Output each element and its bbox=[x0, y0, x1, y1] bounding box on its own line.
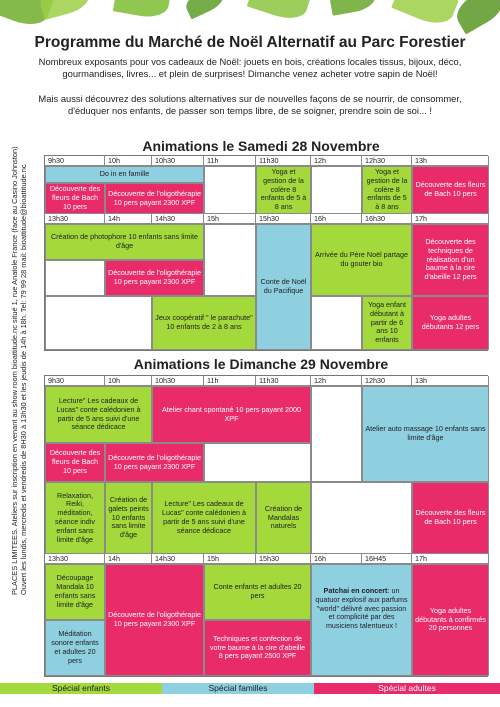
empty-slot bbox=[204, 224, 256, 296]
time-header: 16h bbox=[311, 214, 362, 224]
saturday-schedule bbox=[44, 155, 488, 351]
event-fleurs-de-bach: Découverte des fleurs de Bach 10 pers bbox=[412, 166, 489, 214]
legend-familles: Spécial familles bbox=[162, 683, 314, 694]
time-header: 15h bbox=[204, 554, 256, 564]
time-header: 13h30 bbox=[45, 554, 105, 564]
event-yoga-adultes: Yoga adultes débutants à confirmés 20 personnes bbox=[412, 564, 489, 676]
time-header: 15h bbox=[204, 214, 256, 224]
leaf-decoration bbox=[451, 0, 500, 34]
event-auto-massage: Atelier auto massage 10 enfants sans limite d'âge bbox=[362, 386, 489, 482]
leaf-decoration bbox=[328, 0, 378, 16]
time-header: 11h bbox=[204, 376, 256, 386]
time-header: 15h30 bbox=[256, 554, 311, 564]
empty-slot bbox=[311, 296, 362, 350]
event-yoga-colere: Yoga et gestion de la colère 8 enfants de 5 à 8 ans bbox=[256, 166, 311, 214]
event-conte-noel: Conte de Noël du Pacifique bbox=[256, 224, 311, 350]
time-header: 11h bbox=[204, 156, 256, 166]
time-header: 14h30 bbox=[152, 554, 204, 564]
event-pere-noel: Arrivée du Père Noël partage du gouter bio bbox=[311, 224, 412, 296]
time-header: 14h bbox=[105, 214, 152, 224]
leaf-decoration bbox=[391, 0, 459, 30]
event-do-in-famille: Do in en famille bbox=[45, 166, 204, 183]
empty-slot bbox=[204, 166, 256, 214]
event-yoga-adultes: Yoga adultes débutants 12 pers bbox=[412, 296, 489, 350]
legend-enfants: Spécial enfants bbox=[0, 683, 162, 694]
empty-slot bbox=[45, 260, 105, 296]
event-mandalas-naturels: Création de Mandalas naturels bbox=[256, 482, 311, 554]
intro-paragraph: Nombreux exposants pour vos cadeaux de Noël: jouets en bois, créations locales tissus, bijoux, déco, gourmandises, livres... et plein de surprises! Dimanche venez acheter votre sapin de Noël! bbox=[38, 56, 462, 80]
time-header: 13h30 bbox=[45, 214, 105, 224]
time-header: 12h30 bbox=[362, 156, 412, 166]
time-header: 12h bbox=[311, 376, 362, 386]
event-fleurs-de-bach: Découverte des fleurs de Bach 10 pers bbox=[45, 443, 105, 482]
event-oligotherapie: Découverte de l'oligothérapie 10 pers payant 2300 XPF bbox=[105, 260, 204, 296]
side-note: PLACES LIMITEES. Ateliers sur inscription en venant au show room bioattitude.nc situé 1, rue Anatole France (face au Casino Johnston) Ouvert les lundis, mercredis et vendredis de 8H30 à 13h30 et les jeudis de 14h à 18h. Tel: 79 99 28 mail: bioattitude@bioattitude.nc bbox=[10, 146, 29, 595]
time-header: 15h30 bbox=[256, 214, 311, 224]
event-baume-cire: Découverte des techniques de réalisation d'un baume à la cire d'abeille 12 pers bbox=[412, 224, 489, 296]
intro-paragraph-2: Mais aussi découvrez des solutions alternatives sur de nouvelles façons de se nourrir, de consommer, d'éduquer nos enfants, de passer son temps libre, de se soigner, prendre soin de soi... ! bbox=[38, 93, 462, 117]
event-lecture-lucas: Lecture" Les cadeaux de Lucas" conte calédonien à partir de 5 ans suivi d'une séance dédicace bbox=[45, 386, 152, 443]
time-header: 14h bbox=[105, 554, 152, 564]
time-header: 11h30 bbox=[256, 156, 311, 166]
time-header: 13h bbox=[412, 156, 489, 166]
event-fleurs-de-bach: Découverte des fleurs de Bach 10 pers bbox=[45, 183, 105, 214]
event-parachute: Jeux coopératif " le parachute" 10 enfants de 2 à 8 ans bbox=[152, 296, 256, 350]
time-header: 16h bbox=[311, 554, 362, 564]
time-header: 17h bbox=[412, 554, 489, 564]
event-galets-peints: Création de galets peints 10 enfants sans limite d'âge bbox=[105, 482, 152, 554]
event-fleurs-de-bach: Découverte des fleurs de Bach 10 pers bbox=[412, 482, 489, 554]
time-header: 9h30 bbox=[45, 376, 105, 386]
time-header: 14h30 bbox=[152, 214, 204, 224]
event-yoga-colere: Yoga et gestion de la colère 8 enfants de 5 à 8 ans bbox=[362, 166, 412, 214]
sunday-schedule bbox=[44, 375, 488, 677]
event-oligotherapie: Découverte de l'oligothérapie 10 pers payant 2300 XPF bbox=[105, 183, 204, 214]
time-header: 16h30 bbox=[362, 214, 412, 224]
time-header: 10h30 bbox=[152, 156, 204, 166]
page-title: Programme du Marché de Noël Alternatif au Parc Forestier bbox=[34, 34, 466, 51]
time-header: 12h30 bbox=[362, 376, 412, 386]
event-lecture-lucas: Lecture" Les cadeaux de Lucas" conte calédonien à partir de 5 ans suivi d'une séance dédicace bbox=[152, 482, 256, 554]
patchai-description: : un quatuor explosif aux parfums "world" délivré avec passion et complicité par des musiciens talentueux ! bbox=[315, 586, 408, 631]
time-header: 17h bbox=[412, 214, 489, 224]
event-meditation-sonore: Méditation sonore enfants et adultes 20 pers bbox=[45, 620, 105, 676]
time-header: 10h bbox=[105, 376, 152, 386]
event-yoga-enfant: Yoga enfant débutant à partir de 6 ans 10 enfants bbox=[362, 296, 412, 350]
leaf-decoration bbox=[182, 0, 228, 19]
empty-slot bbox=[311, 166, 362, 214]
time-header: 10h bbox=[105, 156, 152, 166]
sunday-heading: Animations le Dimanche 29 Novembre bbox=[133, 356, 389, 372]
event-decoupage-mandala: Découpage Mandala 10 enfants sans limite d'âge bbox=[45, 564, 105, 620]
empty-slot bbox=[204, 443, 311, 482]
time-header: 12h bbox=[311, 156, 362, 166]
saturday-heading: Animations le Samedi 28 Novembre bbox=[142, 138, 380, 154]
event-conte-enfants-adultes: Conte enfants et adultes 20 pers bbox=[204, 564, 311, 620]
leaf-decoration bbox=[113, 0, 171, 20]
event-patchai-concert bbox=[311, 564, 412, 676]
event-oligotherapie: Découverte de l'oligothérapie 10 pers payant 2300 XPF bbox=[105, 564, 204, 676]
empty-slot bbox=[45, 296, 152, 350]
empty-slot bbox=[311, 386, 362, 482]
event-chant-spontane: Atelier chant spontané 10 pers payant 2000 XPF bbox=[152, 386, 311, 443]
leaf-decoration bbox=[247, 0, 311, 24]
time-header: 11h30 bbox=[256, 376, 311, 386]
time-header: 16H45 bbox=[362, 554, 412, 564]
leaf-decoration bbox=[37, 0, 93, 20]
legend-adultes: Spécial adultes bbox=[314, 683, 500, 694]
event-relaxation-reiki: Relaxation, Reiki, méditation, séance indiv enfant sans limite d'âge bbox=[45, 482, 105, 554]
event-oligotherapie: Découverte de l'oligothérapie 10 pers payant 2300 XPF bbox=[105, 443, 204, 482]
patchai-title: Patchai en concert bbox=[323, 586, 388, 595]
time-header: 13h bbox=[412, 376, 489, 386]
event-photophore: Création de photophore 10 enfants sans limite d'âge bbox=[45, 224, 204, 260]
side-info-panel bbox=[8, 146, 42, 695]
time-header: 9h30 bbox=[45, 156, 105, 166]
event-baume-cire: Techniques et confection de votre baume à la cire d'abeille 8 pers payant 2500 XPF bbox=[204, 620, 311, 676]
empty-slot bbox=[311, 482, 412, 554]
time-header: 10h30 bbox=[152, 376, 204, 386]
